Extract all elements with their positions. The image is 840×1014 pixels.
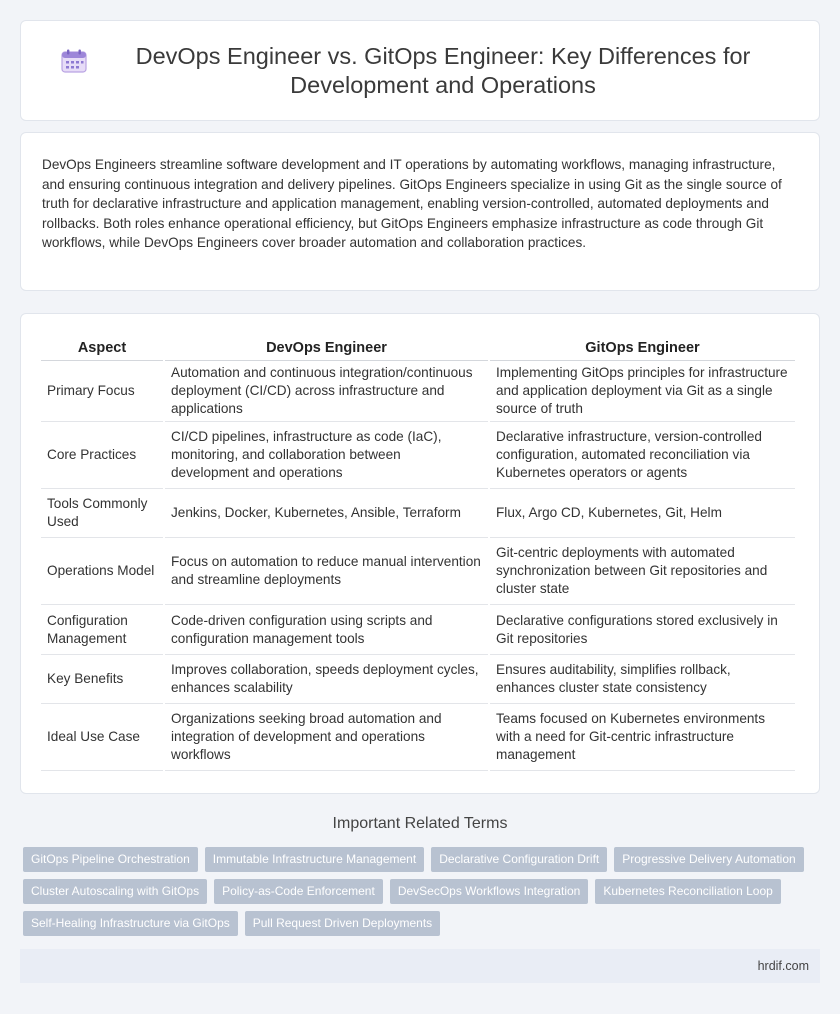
related-term-tag[interactable]: Declarative Configuration Drift <box>431 847 607 872</box>
header-gitops: GitOps Engineer <box>490 334 795 361</box>
gitops-cell: Implementing GitOps principles for infrastructure and application deployment via Git as a single source of truth <box>490 361 795 422</box>
header-devops: DevOps Engineer <box>165 334 488 361</box>
related-term-tag[interactable]: Policy-as-Code Enforcement <box>214 879 383 904</box>
aspect-cell: Ideal Use Case <box>41 704 163 771</box>
aspect-cell: Configuration Management <box>41 605 163 655</box>
aspect-cell: Primary Focus <box>41 361 163 422</box>
devops-cell: Code-driven configuration using scripts and configuration management tools <box>165 605 488 655</box>
related-term-tag[interactable]: GitOps Pipeline Orchestration <box>23 847 198 872</box>
aspect-cell: Key Benefits <box>41 655 163 704</box>
page-title: DevOps Engineer vs. GitOps Engineer: Key Differences for Development and Operations <box>135 42 751 98</box>
related-terms-list <box>23 847 820 943</box>
footer <box>20 949 820 983</box>
devops-cell: Jenkins, Docker, Kubernetes, Ansible, Terraform <box>165 489 488 538</box>
aspect-cell: Tools Commonly Used <box>41 489 163 538</box>
devops-cell: Improves collaboration, speeds deployment cycles, enhances scalability <box>165 655 488 704</box>
related-term-tag[interactable]: Cluster Autoscaling with GitOps <box>23 879 207 904</box>
related-terms-title: Important Related Terms <box>332 815 508 832</box>
comparison-table <box>39 334 797 771</box>
header-aspect: Aspect <box>41 334 163 361</box>
table-row <box>41 704 795 771</box>
related-term-tag[interactable]: Self-Healing Infrastructure via GitOps <box>23 911 238 936</box>
aspect-cell: Operations Model <box>41 538 163 605</box>
calendar-icon <box>61 49 87 73</box>
intro-card <box>20 132 820 291</box>
aspect-cell: Core Practices <box>41 422 163 489</box>
table-header-row <box>41 334 795 361</box>
intro-paragraph: DevOps Engineers streamline software development and IT operations by automating workflows, managing infrastructure, and ensuring continuous integration and delivery pipelines. GitOps Engineers specialize in using Git as the single source of truth for declarative infrastructure and application management, enabling version-controlled, automated deployments and rollbacks. Both roles enhance operational efficiency, but GitOps Engineers emphasize infrastructure as code through Git workflows, while DevOps Engineers cover broader automation and collaboration practices. <box>42 157 782 251</box>
related-term-tag[interactable]: Kubernetes Reconciliation Loop <box>595 879 780 904</box>
table-row <box>41 361 795 422</box>
related-term-tag[interactable]: Immutable Infrastructure Management <box>205 847 424 872</box>
devops-cell: CI/CD pipelines, infrastructure as code (IaC), monitoring, and collaboration between development and operations <box>165 422 488 489</box>
gitops-cell: Ensures auditability, simplifies rollback, enhances cluster state consistency <box>490 655 795 704</box>
gitops-cell: Declarative configurations stored exclusively in Git repositories <box>490 605 795 655</box>
table-row <box>41 489 795 538</box>
footer-site-link[interactable]: hrdif.com <box>757 959 809 973</box>
table-row <box>41 422 795 489</box>
gitops-cell: Teams focused on Kubernetes environments with a need for Git-centric infrastructure management <box>490 704 795 771</box>
table-row <box>41 605 795 655</box>
gitops-cell: Flux, Argo CD, Kubernetes, Git, Helm <box>490 489 795 538</box>
related-term-tag[interactable]: Progressive Delivery Automation <box>614 847 803 872</box>
gitops-cell: Git-centric deployments with automated synchronization between Git repositories and cluster state <box>490 538 795 605</box>
title-card <box>20 20 820 121</box>
gitops-cell: Declarative infrastructure, version-controlled configuration, automated reconciliation via Kubernetes operators or agents <box>490 422 795 489</box>
title-wrap <box>61 42 779 100</box>
related-term-tag[interactable]: Pull Request Driven Deployments <box>245 911 440 936</box>
devops-cell: Focus on automation to reduce manual intervention and streamline deployments <box>165 538 488 605</box>
comparison-card <box>20 313 820 794</box>
table-row <box>41 538 795 605</box>
table-row <box>41 655 795 704</box>
devops-cell: Organizations seeking broad automation and integration of development and operations workflows <box>165 704 488 771</box>
devops-cell: Automation and continuous integration/continuous deployment (CI/CD) across infrastructure and applications <box>165 361 488 422</box>
related-term-tag[interactable]: DevSecOps Workflows Integration <box>390 879 589 904</box>
